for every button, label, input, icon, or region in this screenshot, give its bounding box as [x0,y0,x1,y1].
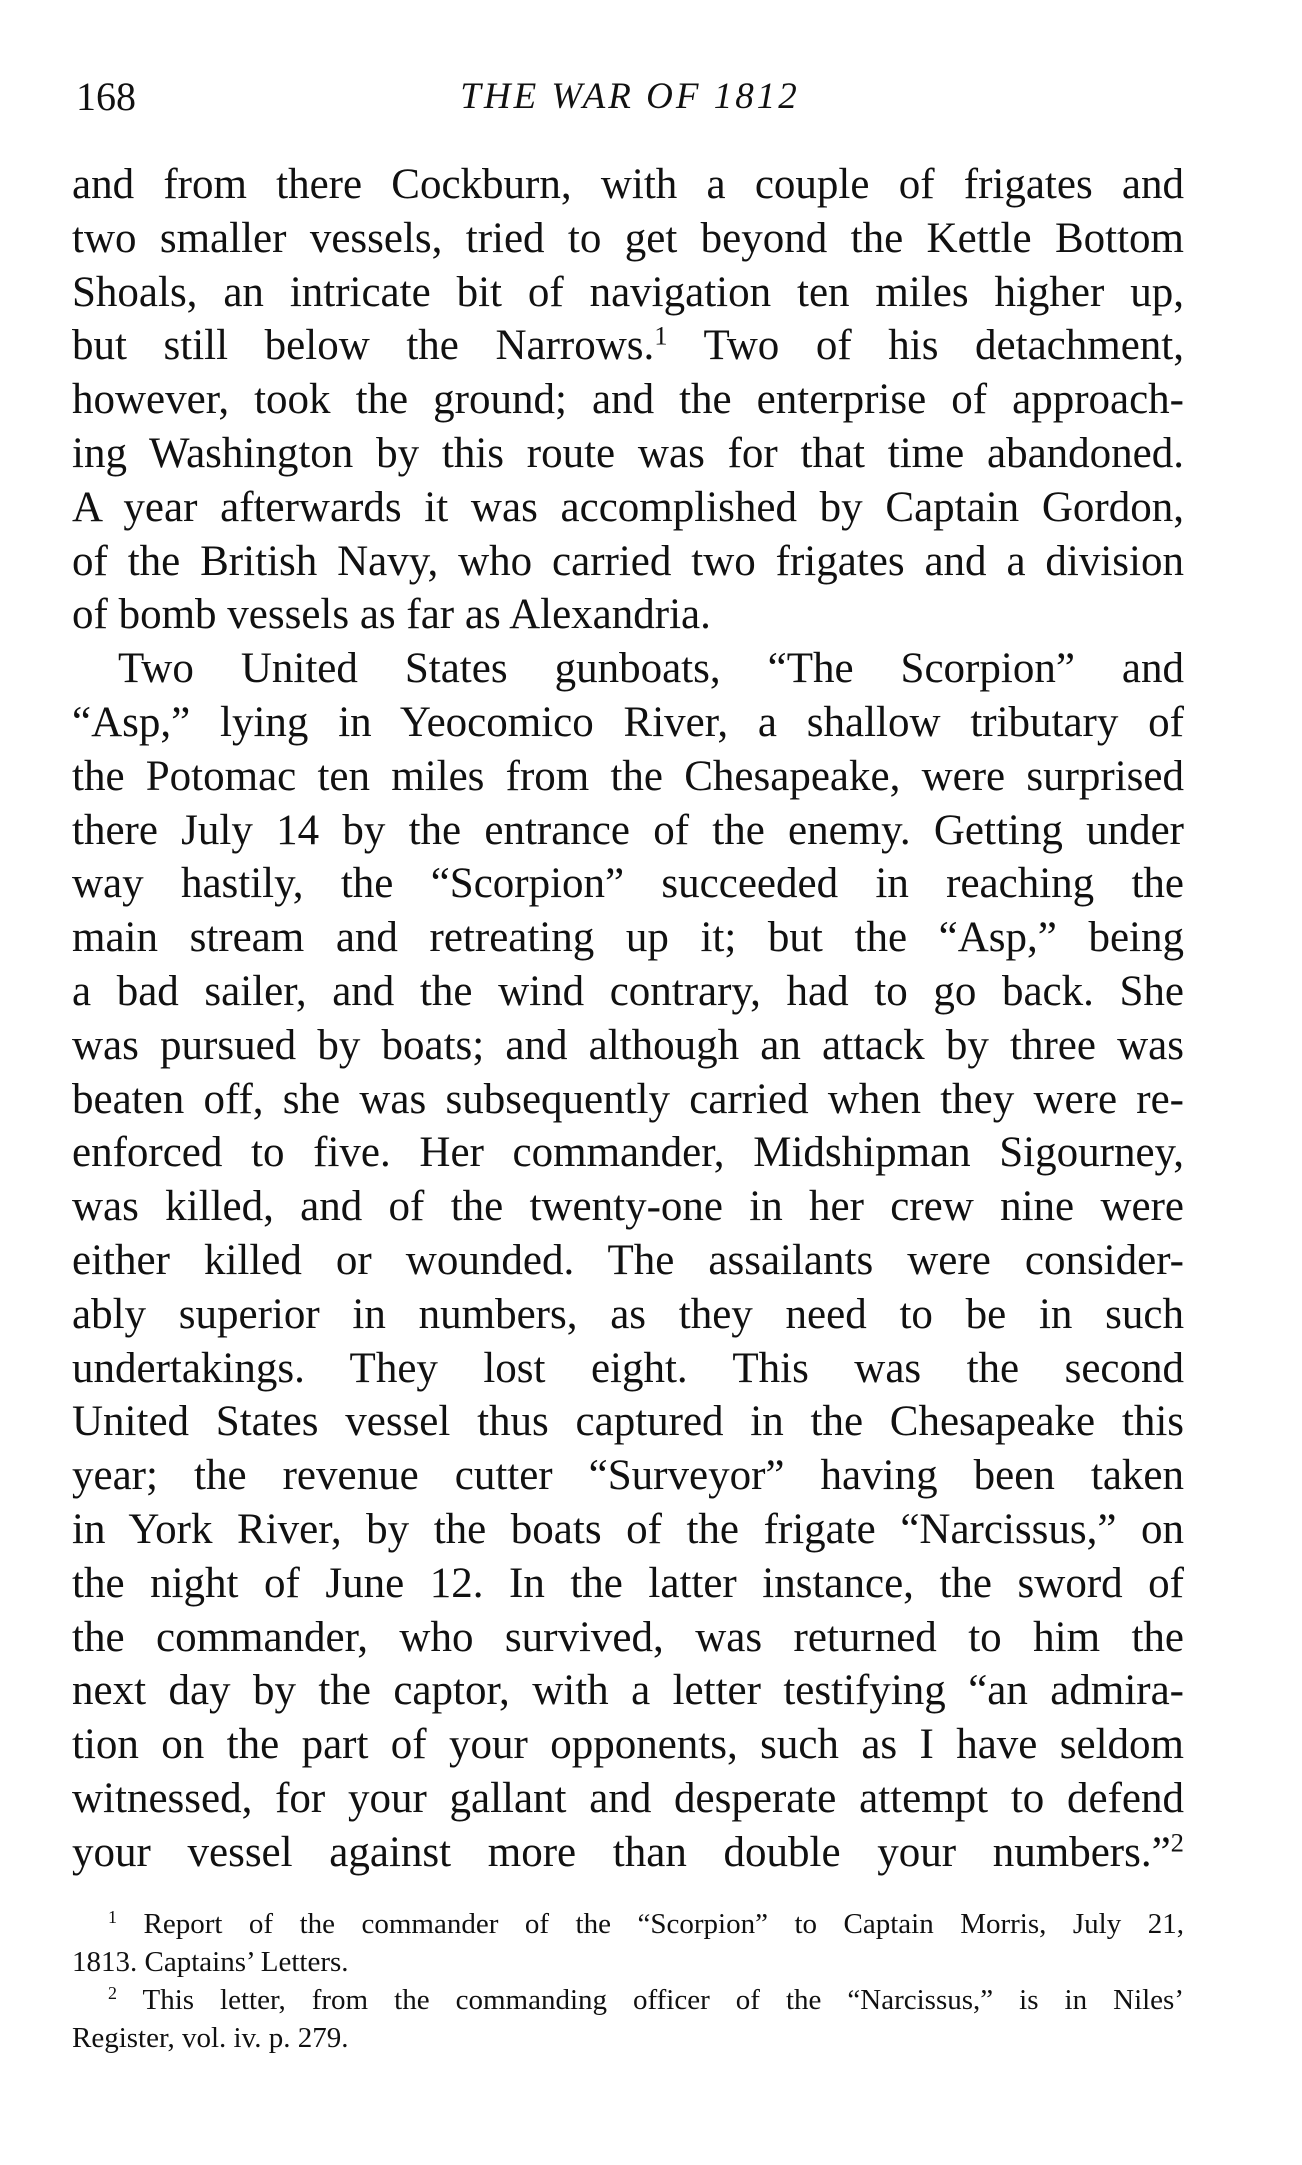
body-line: year; the revenue cutter “Surveyor” having been taken [72,1452,1184,1500]
body-line: undertakings. They lost eight. This was the second [72,1344,1184,1392]
body-line: Two United States gunboats, “The Scorpion” and [118,645,1184,693]
running-title: THE WAR OF 1812 [460,76,800,117]
body-line: ing Washington by this route was for that time abandoned. [72,429,1184,477]
footnote-2-text: This letter, from the commanding officer of the “Narcissus,” is in Niles’ [116,1984,1184,2016]
body-line: in York River, by the boats of the frigate “Narcissus,” on [72,1505,1184,1553]
body-line: either killed or wounded. The assailants were consider- [72,1236,1184,1284]
footnote-1-continued: 1813. Captains’ Letters. [72,1946,349,1978]
body-line: there July 14 by the entrance of the enemy. Getting under [72,806,1184,854]
footnote-2 [72,1981,1184,2019]
body-line: the Potomac ten miles from the Chesapeake, were surprised [72,752,1184,800]
body-line-part: but still below the Narrows. [72,322,655,370]
body-line: the night of June 12. In the latter instance, the sword of [72,1559,1184,1607]
footnote-1-marker: 1 [108,1907,117,1928]
footnotes [72,1905,1184,2057]
body-line [72,319,1184,373]
footnote-ref-2: 2 [1170,1827,1184,1858]
body-line: beaten off, she was subsequently carried when they were re- [72,1075,1184,1123]
body-line: two smaller vessels, tried to get beyond the Kettle Bottom [72,214,1184,262]
body-line: a bad sailer, and the wind contrary, had to go back. She [72,967,1184,1015]
body-line [72,1826,1184,1880]
body-line: United States vessel thus captured in the Chesapeake this [72,1398,1184,1446]
body-line: main stream and retreating up it; but the “Asp,” being [72,914,1184,962]
body-line: “Asp,” lying in Yeocomico River, a shallow tributary of [72,698,1184,746]
footnote-ref-1: 1 [654,320,668,351]
body-line: tion on the part of your opponents, such as I have seldom [72,1721,1184,1769]
body-line: however, took the ground; and the enterprise of approach- [72,376,1184,424]
body-line: was killed, and of the twenty-one in her crew nine were [72,1183,1184,1231]
body-line: Shoals, an intricate bit of navigation ten miles higher up, [72,268,1184,316]
footnote-2-marker: 2 [108,1983,117,2004]
footnote-2-continued: Register, vol. iv. p. 279. [72,2022,349,2054]
body-line: of the British Navy, who carried two frigates and a division [72,537,1184,585]
body-line: witnessed, for your gallant and desperate attempt to defend [72,1774,1184,1822]
body-line: and from there Cockburn, with a couple of frigates and [72,161,1184,208]
body-line: enforced to five. Her commander, Midshipman Sigourney, [72,1129,1184,1177]
body-line-part: your vessel against more than double your numbers.” [72,1828,1171,1876]
body-line: of bomb vessels as far as Alexandria. [72,591,711,639]
body-line: ably superior in numbers, as they need to be in such [72,1290,1184,1338]
footnote-1 [72,1905,1184,1943]
body-text [72,158,1184,1880]
body-line-part: Two of his detachment, [667,322,1184,370]
body-line: way hastily, the “Scorpion” succeeded in reaching the [72,860,1184,908]
body-line: A year afterwards it was accomplished by Captain Gordon, [72,483,1184,531]
running-head [76,72,1184,122]
body-line: was pursued by boats; and although an attack by three was [72,1021,1184,1069]
body-line: the commander, who survived, was returned to him the [72,1613,1184,1661]
body-line: next day by the captor, with a letter testifying “an admira- [72,1667,1184,1715]
footnote-1-text: Report of the commander of the “Scorpion” to Captain Morris, July 21, [116,1908,1184,1940]
page-number: 168 [76,74,136,119]
